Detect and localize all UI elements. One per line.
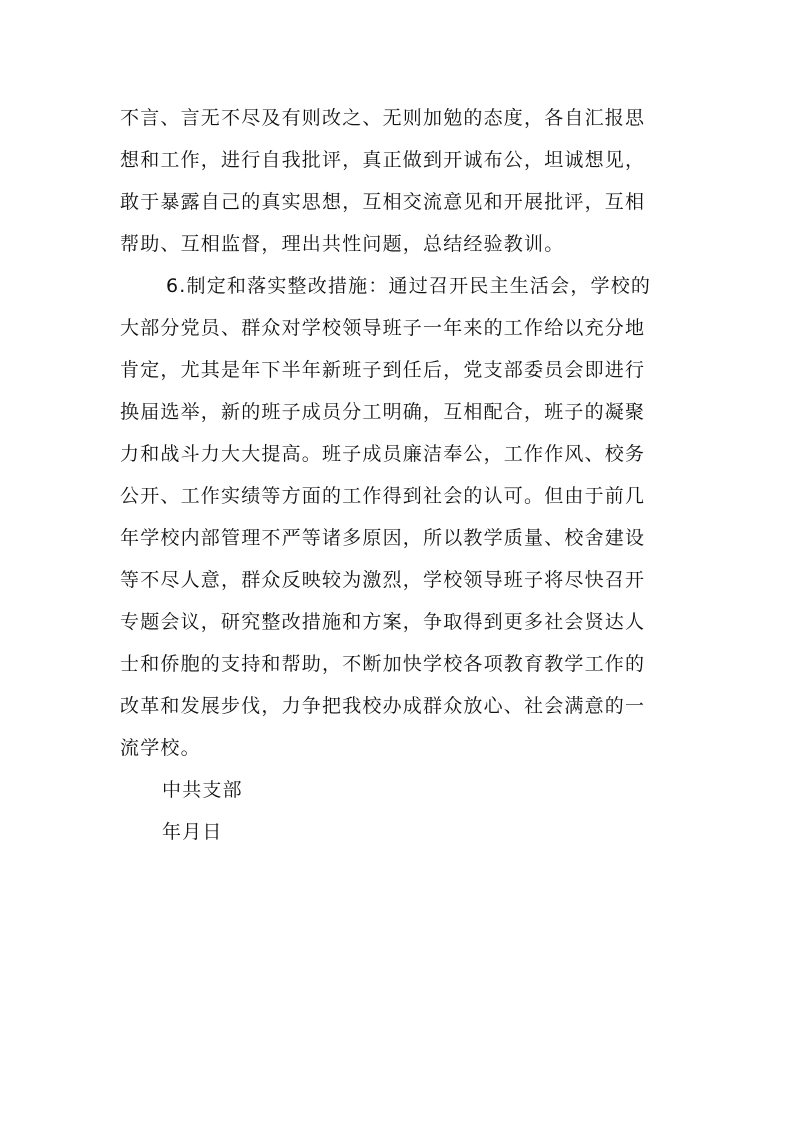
- paragraph-line: 肯定，尤其是年下半年新班子到任后，党支部委员会即进行: [120, 359, 646, 381]
- signature-org: 中共支部: [162, 779, 243, 801]
- paragraph-line: 不言、言无不尽及有则改之、无则加勉的态度，各自汇报思: [120, 107, 646, 129]
- paragraph-line: 力和战斗力大大提高。班子成员廉洁奉公，工作作风、校务: [120, 443, 646, 465]
- paragraph-line: 专题会议，研究整改措施和方案，争取得到更多社会贤达人: [120, 611, 646, 633]
- paragraph-line: 等不尽人意，群众反映较为激烈，学校领导班子将尽快召开: [120, 569, 646, 591]
- paragraph-line: 士和侨胞的支持和帮助，不断加快学校各项教育教学工作的: [120, 653, 646, 675]
- paragraph-line: 改革和发展步伐，力争把我校办成群众放心、社会满意的一: [120, 695, 646, 717]
- paragraph-line: 流学校。: [120, 737, 201, 759]
- paragraph-line: 想和工作，进行自我批评，真正做到开诚布公，坦诚想见，: [120, 149, 646, 171]
- paragraph-line: 年学校内部管理不严等诸多原因，所以教学质量、校舍建设: [120, 527, 646, 549]
- paragraph-line: 敢于暴露自己的真实思想，互相交流意见和开展批评，互相: [120, 191, 646, 213]
- paragraph-line: 大部分党员、群众对学校领导班子一年来的工作给以充分地: [120, 317, 646, 339]
- signature-date: 年月日: [162, 821, 223, 843]
- paragraph-line: 换届选举，新的班子成员分工明确，互相配合，班子的凝聚: [120, 401, 646, 423]
- paragraph-line: 公开、工作实绩等方面的工作得到社会的认可。但由于前几: [120, 485, 646, 507]
- paragraph-line-indented: 6.制定和落实整改措施：通过召开民主生活会，学校的: [166, 275, 652, 297]
- paragraph-line: 帮助、互相监督，理出共性问题，总结经验教训。: [120, 233, 565, 255]
